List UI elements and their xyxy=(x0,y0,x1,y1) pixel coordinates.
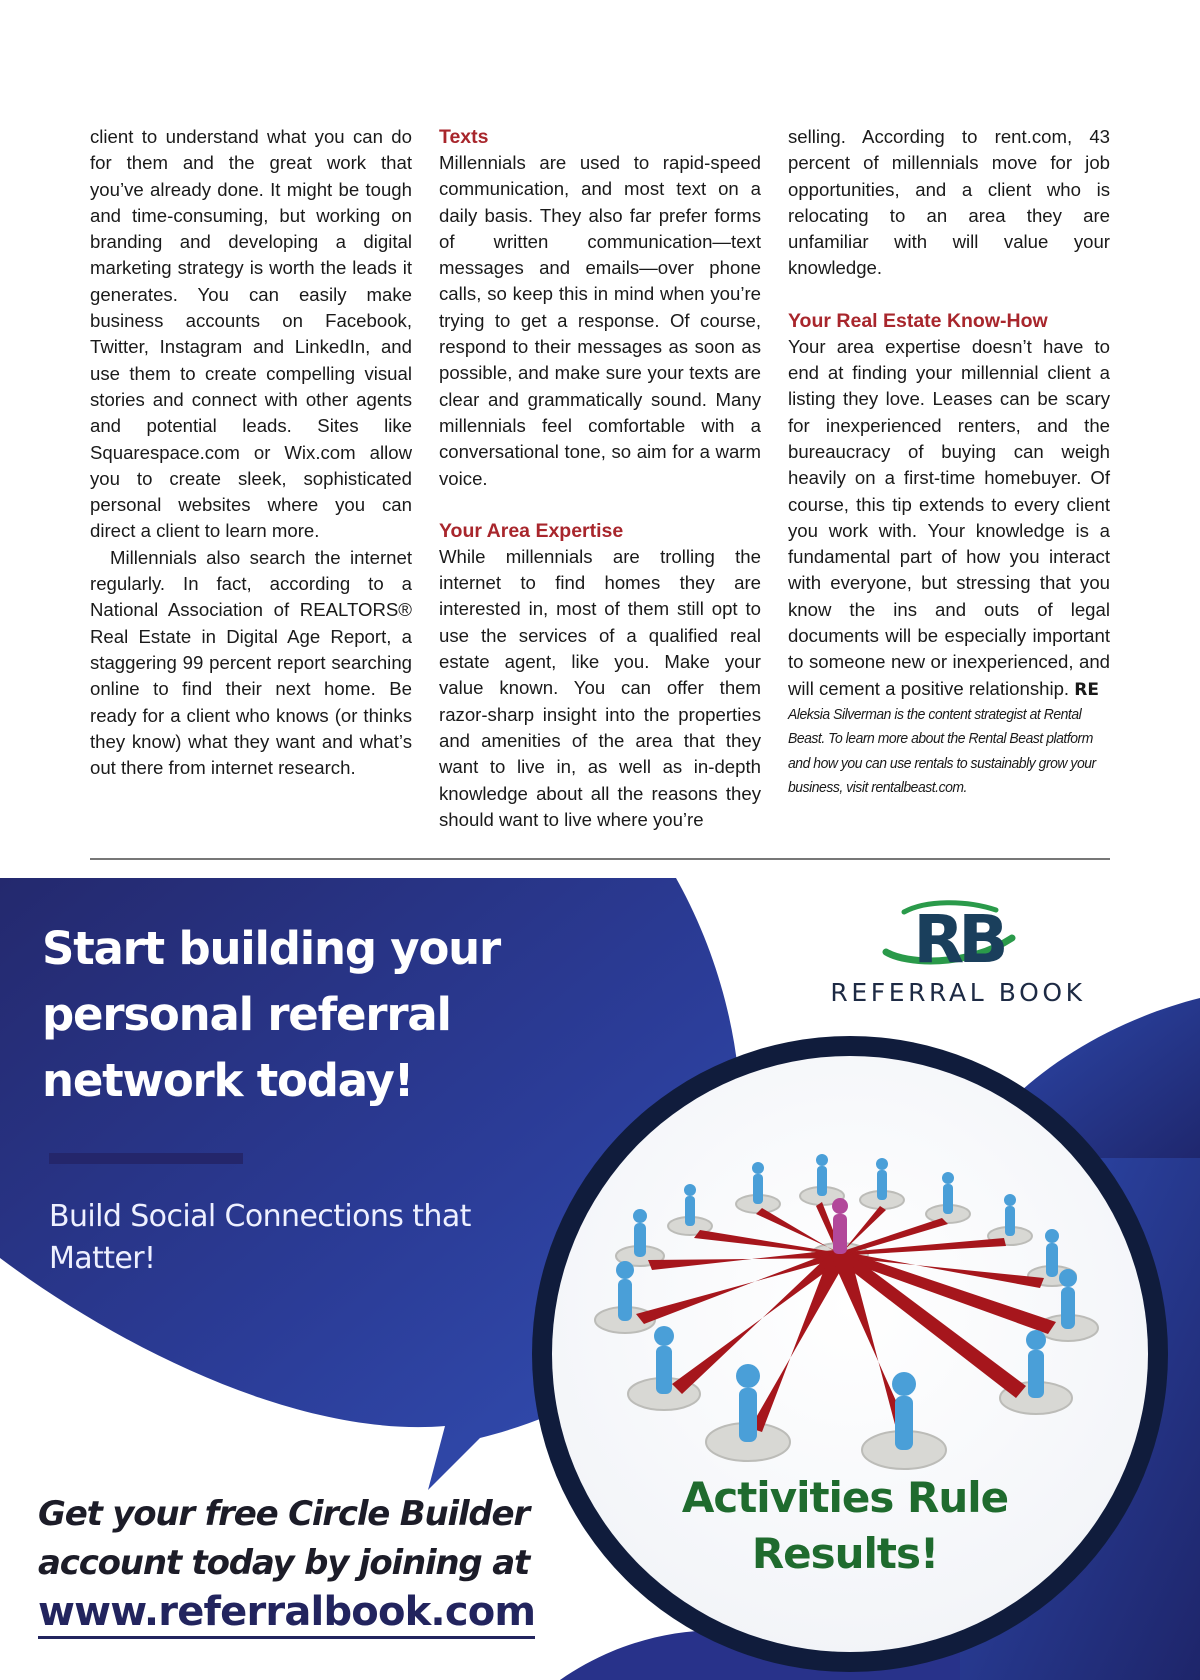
column-2-paragraph-1: Millennials are used to rapid-speed communication, and most text on a daily basis. They also far prefer forms of written communication—text messages and emails—over phone calls, so keep this in mind when you’re trying to get a response. Of course, respond to their messages as soon as possible, and make sure your texts are clear and grammatically sound. Many millennials feel comfortable with a conversational tone, so aim for a warm voice. xyxy=(439,152,761,489)
ad-subhead: Build Social Connections that Matter! xyxy=(49,1199,471,1276)
article-columns xyxy=(90,124,1110,844)
heading-area-expertise: Your Area Expertise xyxy=(439,519,624,542)
ad-cta-text: Get your free Circle Builder account today by joining at xyxy=(38,1494,529,1583)
author-bio: Aleksia Silverman is the content strategist at Rental Beast. To learn more about the Rental Beast platform and how you can use rentals to sustainably grow your business, visit rentalbeast.com. xyxy=(788,705,1096,797)
rb-logo-mark xyxy=(816,898,1100,978)
referral-book-logo xyxy=(816,898,1100,1018)
column-2-paragraph-2: While millennials are trolling the internet to find homes they are interested in, most of them still opt to use the services of a qualified real estate agent, like you. Make your value known. You can offer them razor-sharp insight into the properties and amenities of the area that they want to live in, as well as in-depth knowledge about all the reasons they should want to live where you’re xyxy=(439,545,761,830)
column-3-paragraph-1: selling. According to rent.com, 43 percent of millennials move for job opportunities, and a client who is relocating to an area they are unfamiliar with will value your knowledge. xyxy=(788,126,1110,279)
heading-real-estate-know-how: Your Real Estate Know-How xyxy=(788,309,1048,332)
column-3-paragraph-2-text: Your area expertise doesn’t have to end at finding your millennial client a listing they love. Leases can be scary for inexperienced renters, and the bureaucracy of buying can weigh heavily on a first-time homebuyer. Of course, this tip extends to every client you work with. Your knowledge is a fundamental part of how you interact with everyone, but stressing that you know the ins and outs of legal documents will be especially important to someone new or inexperienced, and will cement a positive relationship. xyxy=(788,335,1110,699)
column-3-paragraph-2 xyxy=(788,334,1110,703)
ad-call-to-action xyxy=(38,1490,578,1639)
heading-texts: Texts xyxy=(439,126,489,148)
article-column-1 xyxy=(90,124,412,844)
article-column-2 xyxy=(439,124,761,844)
referralbook-link[interactable]: www.referralbook.com xyxy=(38,1588,535,1639)
column-1-paragraph-2: Millennials also search the internet regularly. In fact, according to a National Association of REALTORS® Real Estate in Digital Age Report, a staggering 99 percent report searching online to find their next home. Be ready for a client who knows (or thinks they know) what they want and what’s out there from internet research. xyxy=(90,546,412,779)
referral-book-ad xyxy=(0,878,1200,1680)
logo-mark-text: RB xyxy=(913,901,1003,978)
column-1-paragraph-1: client to understand what you can do for them and the great work that you’ve already done. It might be tough and time-consuming, but working on branding and developing a digital marketing strategy is worth the leads it generates. You can easily make business accounts on Facebook, Twitter, Instagram and LinkedIn, and use them to create compelling visual stories and connect with other agents and potential leads. Sites like Squarespace.com or Wix.com allow you to create sleek, sophisticated personal websites where you can direct a client to learn more. xyxy=(90,126,412,542)
ad-headline: Start building your personal referral network today! xyxy=(42,922,500,1107)
ad-slogan: Activities Rule Results! xyxy=(681,1473,1009,1578)
end-mark: RE xyxy=(1074,679,1099,700)
section-divider xyxy=(90,858,1110,860)
logo-wordmark: REFERRAL BOOK xyxy=(830,978,1086,1007)
ad-accent-line xyxy=(49,1153,243,1164)
article-column-3 xyxy=(788,124,1110,844)
